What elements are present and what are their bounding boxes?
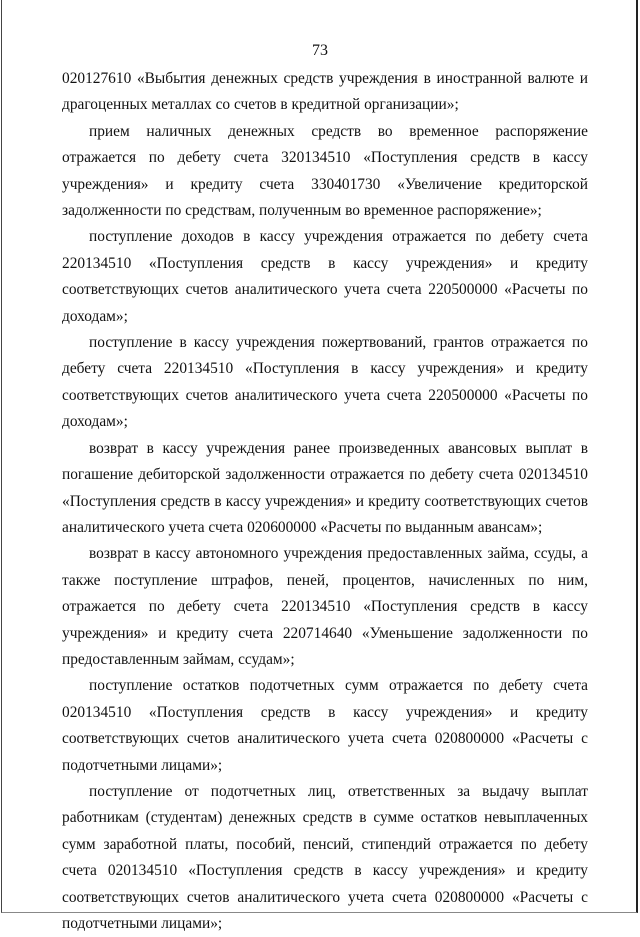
paragraph: поступление в кассу учреждения пожертвований, грантов отражается по дебету счета 220134510 «Поступления в кассу учреждения» и кредиту соответствующих счетов аналитического учета счета 220500000 «Расчеты по доходам»; bbox=[62, 334, 588, 431]
paragraph-continuation: 020127610 «Выбытия денежных средств учреждения в иностранной валюте и драгоценных металлах со счетов в кредитной организации»; bbox=[62, 70, 588, 114]
paragraph: поступление остатков подотчетных сумм отражается по дебету счета 020134510 «Поступления средств в кассу учреждения» и кредиту соответствующих счетов аналитического учета счета 020800000 «Расчеты с подотчетными лицами»; bbox=[62, 677, 588, 774]
paragraph: поступление от подотчетных лиц, ответственных за выдачу выплат работникам (студентам) денежных средств в сумме остатков невыплаченных сумм заработной платы, пособий, пенсий, стипендий отражается по дебету счета 020134510 «Поступления средств в кассу учреждения» и кредиту соответствующих счетов аналитического учета счета 020800000 «Расчеты с подотчетными лицами»; bbox=[62, 782, 588, 932]
paragraph: возврат в кассу учреждения ранее произведенных авансовых выплат в погашение дебиторской задолженности отражается по дебету счета 020134510 «Поступления средств в кассу учреждения» и кредиту соответствующих счетов аналитического учета счета 020600000 «Расчеты по выданным авансам»; bbox=[62, 439, 588, 536]
paragraph: поступление доходов в кассу учреждения отражается по дебету счета 220134510 «Поступления средств в кассу учреждения» и кредиту соответствующих счетов аналитического учета счета 220500000 «Расчеты по доходам»; bbox=[62, 228, 588, 325]
page-number: 73 bbox=[312, 42, 328, 59]
paragraph: возврат в кассу автономного учреждения предоставленных займа, ссуды, а также поступление штрафов, пеней, процентов, начисленных по ним, отражается по дебету счета 220134510 «Поступления средств в кассу учреждения» и кредиту счета 220714640 «Уменьшение задолженности по предоставленным займам, ссудам»; bbox=[62, 545, 588, 668]
document-body bbox=[62, 66, 588, 937]
paragraph: прием наличных денежных средств во временное распоряжение отражается по дебету счета 320134510 «Поступления средств в кассу учреждения» и кредиту счета 330401730 «Увеличение кредиторской задолженности по средствам, полученным во временное распоряжение»; bbox=[62, 122, 588, 220]
